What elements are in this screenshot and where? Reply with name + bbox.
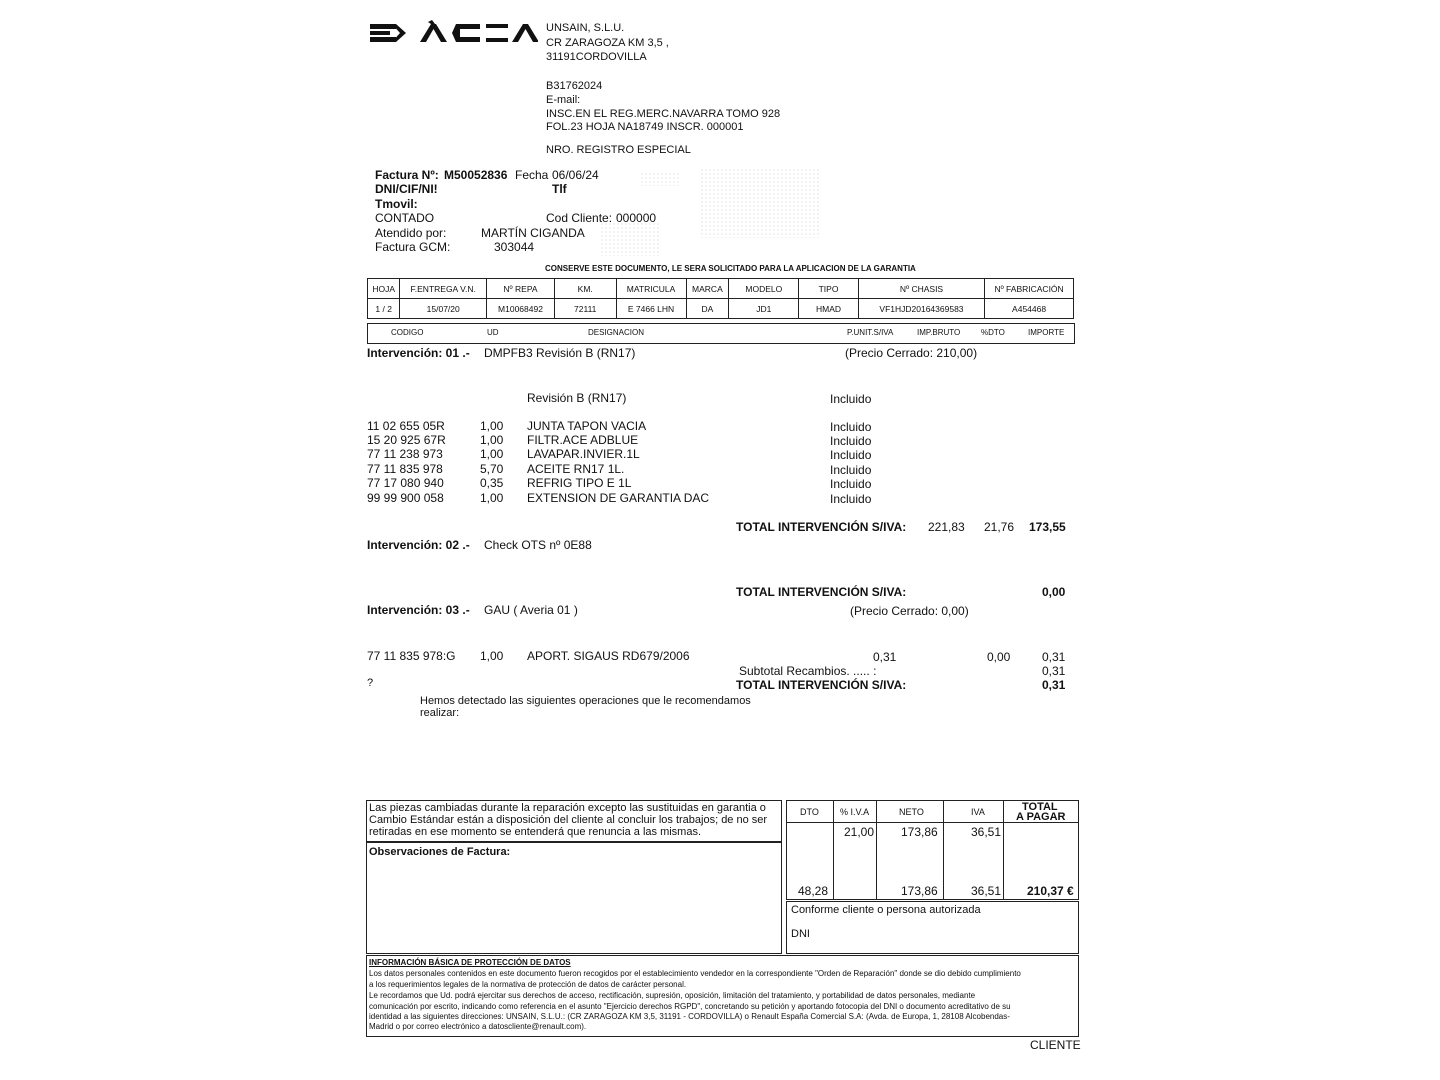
line-desc: LAVAPAR.INVIER.1L: [527, 447, 640, 461]
intervention-2-total-label: TOTAL INTERVENCIÓN S/IVA:: [736, 585, 907, 599]
intervention-1-price: (Precio Cerrado: 210,00): [845, 346, 978, 360]
copy-label: CLIENTE: [1030, 1038, 1081, 1052]
totals-iva-2: 36,51: [971, 884, 1002, 898]
company-address-1: CR ZARAGOZA KM 3,5 ,: [546, 37, 669, 49]
scan-noise: [640, 172, 680, 186]
privacy-p2a: Le recordamos que Ud. podrá ejercitar sus derechos de acceso, rectificación, supresión, oposición, limitación del tratamiento, y portabilidad de datos personales, mediante: [369, 991, 976, 1000]
vehicle-value: M10068492: [487, 299, 555, 319]
scan-mark: ?: [367, 677, 374, 689]
recommend-line-2: realizar:: [420, 707, 460, 719]
dacia-logo: [368, 20, 538, 46]
line-code: 15 20 925 67R: [367, 433, 446, 447]
privacy-p2c: identidad a las siguientes direcciones: UNSAIN, S.L.U.: (CR ZARAGOZA KM 3,5, 31191 - CORDOVILLA) o Renault España Comercial S.A: (Avda. de Europa, 1, 28108 Alcobendas-: [369, 1012, 1010, 1021]
line-code: 99 99 900 058: [367, 491, 444, 505]
intervention-2-desc: Check OTS nº 0E88: [484, 538, 592, 552]
intervention-1-subtitle-status: Incluido: [830, 392, 872, 406]
company-registry-2: FOL.23 HOJA NA18749 INSCR. 000001: [546, 121, 744, 133]
vehicle-value: DA: [686, 299, 729, 319]
dni-signature-label: DNI: [791, 928, 810, 940]
col-ud: UD: [487, 328, 499, 337]
payment-type: CONTADO: [375, 211, 435, 225]
recommend-line-1: Hemos detectado las siguientes operaciones que le recomendamos: [420, 695, 751, 707]
privacy-p2d: Madrid o por correo electrónico a datoscliente@renault.com).: [369, 1022, 587, 1031]
line-qty: 0,35: [480, 476, 504, 490]
vehicle-header: MATRICULA: [616, 279, 686, 299]
client-code: 000000: [616, 211, 657, 225]
tmovil-label: Tmovil:: [375, 197, 418, 211]
line-status: Incluido: [830, 492, 872, 506]
warranty-notice: CONSERVE ESTE DOCUMENTO, LE SERA SOLICITADO PARA LA APLICACION DE LA GARANTIA: [545, 264, 916, 273]
line-desc: REFRIG TIPO E 1L: [527, 476, 632, 490]
vehicle-value: 1 / 2: [368, 299, 400, 319]
line-columns-header: [367, 323, 1075, 344]
vehicle-value: E 7466 LHN: [616, 299, 686, 319]
vehicle-header: MARCA: [686, 279, 729, 299]
line-code: 77 17 080 940: [367, 476, 444, 490]
parts-notice-2: Cambio Estándar están a disposición del cliente al concluir los trabajos; de no ser: [369, 814, 768, 826]
col-codigo: CODIGO: [391, 328, 424, 337]
line-desc: ACEITE RN17 1L.: [527, 462, 625, 476]
vehicle-header: MODELO: [729, 279, 799, 299]
intervention-3-total-label: TOTAL INTERVENCIÓN S/IVA:: [736, 678, 907, 692]
vehicle-value: VF1HJD20164369583: [858, 299, 984, 319]
gcm-number: 303044: [494, 240, 535, 254]
line-desc: APORT. SIGAUS RD679/2006: [527, 649, 690, 663]
line-status: Incluido: [830, 463, 872, 477]
total-to-pay: 210,37 €: [1027, 884, 1074, 898]
privacy-p1a: Los datos personales contenidos en este documento fueron recogidos por el establecimiento vendedor en la correspondiente "Orden de Reparación" donde se dio debido cumplimiento: [369, 969, 1021, 978]
vehicle-value-row: [368, 299, 1074, 319]
dni-label: DNI/CIF/NI!: [375, 182, 438, 196]
line-code: 11 02 655 05R: [367, 419, 445, 433]
attended-by: MARTÍN CIGANDA: [481, 226, 585, 240]
col-dto: %DTO: [981, 328, 1005, 337]
line-qty: 1,00: [480, 649, 504, 663]
vehicle-header-row: [368, 279, 1074, 299]
observations-label: Observaciones de Factura:: [369, 846, 511, 858]
company-name: UNSAIN, S.L.U.: [546, 22, 625, 34]
col-designacion: DESIGNACION: [588, 328, 645, 337]
line-qty: 1,00: [480, 491, 504, 505]
line-qty: 5,70: [480, 462, 504, 476]
vehicle-value: JD1: [729, 299, 799, 319]
totals-divider: [943, 800, 944, 899]
vehicle-value: 15/07/20: [400, 299, 487, 319]
invoice-date: 06/06/24: [552, 168, 599, 182]
intervention-2-total-importe: 0,00: [1042, 585, 1066, 599]
totals-iva-pct: 21,00: [844, 825, 875, 839]
observations-box: [366, 842, 782, 954]
col-impbruto: IMP.BRUTO: [917, 328, 961, 337]
attended-by-label: Atendido por:: [375, 226, 447, 240]
special-registry: NRO. REGISTRO ESPECIAL: [546, 144, 691, 156]
vehicle-table: [367, 278, 1074, 319]
intervention-1-total-label: TOTAL INTERVENCIÓN S/IVA:: [736, 520, 907, 534]
vehicle-value: 72111: [554, 299, 616, 319]
gcm-label: Factura GCM:: [375, 240, 451, 254]
subtotal-recambios-label: Subtotal Recambios. ..... :: [739, 664, 877, 678]
intervention-3-total-importe: 0,31: [1042, 678, 1066, 692]
line-qty: 1,00: [480, 447, 504, 461]
intervention-3-price: (Precio Cerrado: 0,00): [850, 604, 969, 618]
line-importe: 0,31: [1042, 650, 1066, 664]
intervention-1-total-bruto: 221,83: [928, 520, 965, 534]
scan-noise: [600, 222, 660, 256]
vehicle-header: TIPO: [799, 279, 859, 299]
company-email-label: E-mail:: [546, 94, 581, 106]
invoice-date-label: Fecha: [515, 168, 549, 182]
vehicle-header: Nº FABRICACIÓN: [985, 279, 1074, 299]
company-cif: B31762024: [546, 80, 603, 92]
vehicle-header: KM.: [554, 279, 616, 299]
privacy-title: INFORMACIÓN BÁSICA DE PROTECCIÓN DE DATOS: [369, 958, 571, 967]
totals-header-iva: IVA: [971, 807, 985, 817]
col-importe: IMPORTE: [1028, 328, 1065, 337]
totals-divider: [1003, 800, 1004, 899]
line-dto: 0,00: [987, 650, 1011, 664]
intervention-3-label: Intervención: 03 .-: [367, 603, 470, 617]
intervention-1-total-dto: 21,76: [984, 520, 1015, 534]
line-desc: FILTR.ACE ADBLUE: [527, 433, 639, 447]
parts-notice-3: retiradas en ese momento se entenderá que renuncia a las mismas.: [369, 826, 702, 838]
line-status: Incluido: [830, 448, 872, 462]
line-desc: JUNTA TAPON VACIA: [527, 419, 647, 433]
intervention-1-total-importe: 173,55: [1029, 520, 1066, 534]
totals-header-total: TOTAL: [1022, 801, 1058, 813]
line-qty: 1,00: [480, 419, 504, 433]
line-qty: 1,00: [480, 433, 504, 447]
vehicle-header: HOJA: [368, 279, 400, 299]
totals-neto-2: 173,86: [901, 884, 938, 898]
conforme-label: Conforme cliente o persona autorizada: [791, 904, 981, 916]
vehicle-header: Nº CHASIS: [858, 279, 984, 299]
line-code: 77 11 835 978:G: [367, 649, 456, 663]
totals-dto: 48,28: [798, 884, 829, 898]
totals-divider: [833, 800, 834, 899]
line-code: 77 11 238 973: [367, 447, 443, 461]
company-registry-1: INSC.EN EL REG.MERC.NAVARRA TOMO 928: [546, 108, 781, 120]
totals-divider: [876, 800, 877, 899]
col-punit: P.UNIT.S/IVA: [847, 328, 894, 337]
line-code: 77 11 835 978: [367, 462, 443, 476]
totals-neto: 173,86: [901, 825, 938, 839]
line-status: Incluido: [830, 477, 872, 491]
intervention-1-label: Intervención: 01 .-: [367, 346, 470, 360]
line-status: Incluido: [830, 420, 872, 434]
totals-header-dto: DTO: [800, 807, 819, 817]
intervention-1-subtitle: Revisión B (RN17): [527, 391, 627, 405]
tlf-label: Tlf: [552, 182, 567, 196]
vehicle-header: Nº REPA: [487, 279, 555, 299]
client-code-label: Cod Cliente:: [546, 211, 613, 225]
parts-notice-1: Las piezas cambiadas durante la reparación excepto las sustituidas en garantia o: [369, 802, 766, 814]
invoice-number: M50052836: [444, 168, 508, 182]
scan-noise: [700, 168, 820, 238]
totals-header-neto: NETO: [899, 807, 924, 817]
vehicle-header: F.ENTREGA V.N.: [400, 279, 487, 299]
invoice-number-label: Factura Nº:: [375, 168, 439, 182]
vehicle-value: A454468: [985, 299, 1074, 319]
totals-header-pay: A PAGAR: [1016, 811, 1066, 823]
intervention-1-desc: DMPFB3 Revisión B (RN17): [484, 346, 636, 360]
totals-iva: 36,51: [971, 825, 1002, 839]
intervention-2-label: Intervención: 02 .-: [367, 538, 470, 552]
subtotal-recambios: 0,31: [1042, 664, 1066, 678]
line-status: Incluido: [830, 434, 872, 448]
line-punit: 0,31: [873, 650, 897, 664]
company-address-2: 31191CORDOVILLA: [546, 51, 647, 63]
privacy-p1b: a los requerimientos legales de la normativa de protección de datos de carácter personal.: [369, 980, 687, 989]
vehicle-value: HMAD: [799, 299, 859, 319]
line-desc: EXTENSION DE GARANTIA DAC: [527, 491, 710, 505]
intervention-3-desc: GAU ( Averia 01 ): [484, 603, 578, 617]
privacy-p2b: comunicación por escrito, indicando como referencia en el asunto "Ejercicio derechos RGPD", concretando su petición y aportando fotocopia del DNI o documento acreditativo de su: [369, 1002, 1011, 1011]
totals-header-iva-pct: % I.V.A: [840, 807, 870, 817]
